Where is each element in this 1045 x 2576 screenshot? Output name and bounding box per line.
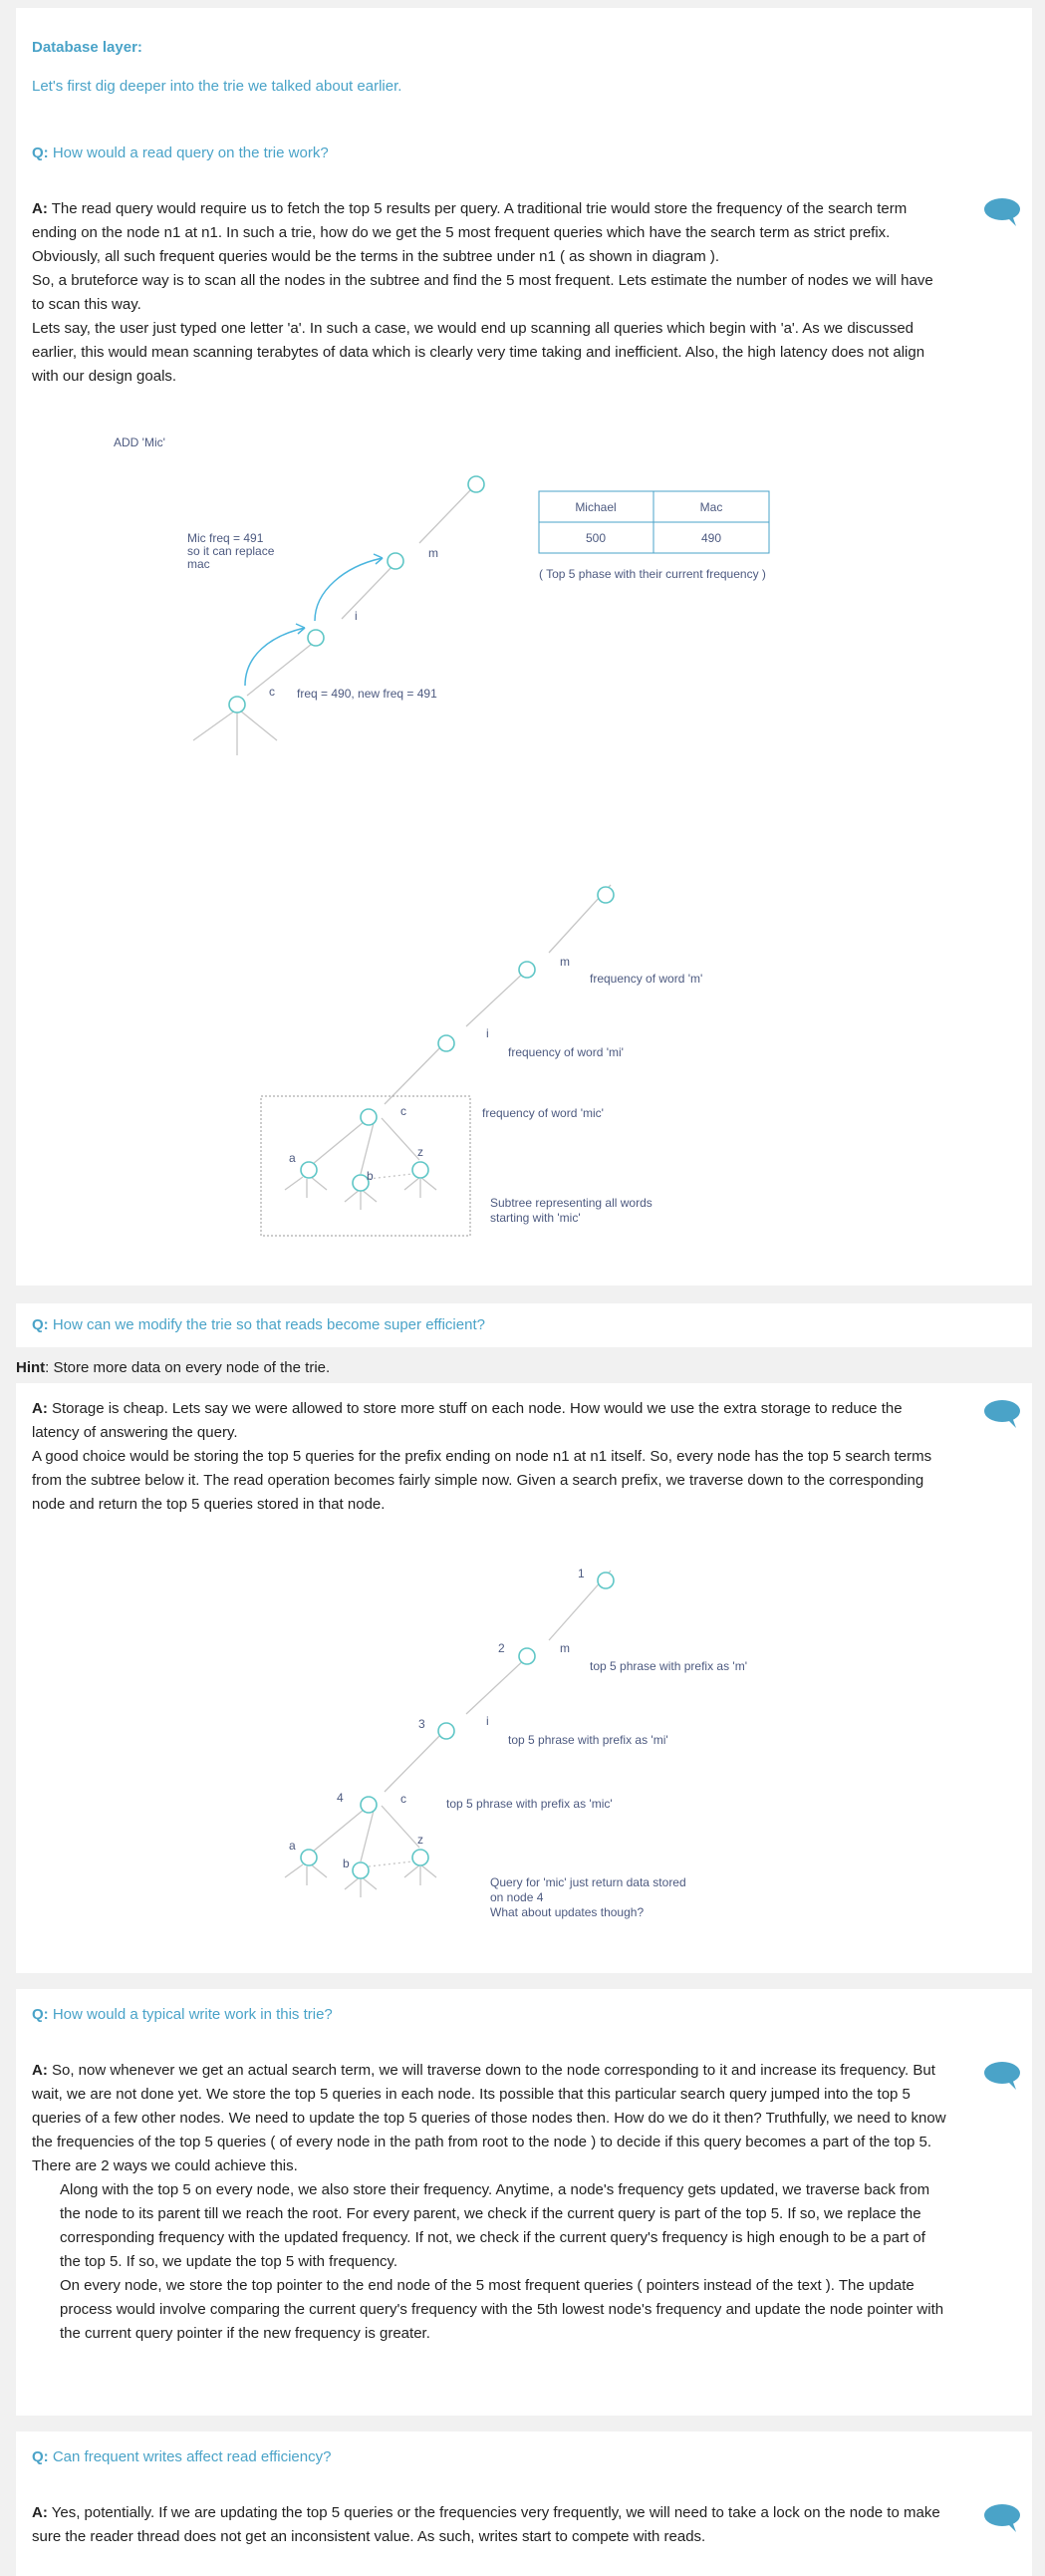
top5-mi-label: top 5 phrase with prefix as 'mi': [508, 1733, 668, 1747]
query-note-line: What about updates though?: [490, 1905, 645, 1919]
question-text: How can we modify the trie so that reads become super efficient?: [52, 1316, 485, 1333]
freq-mic-label: frequency of word 'mic': [482, 1106, 604, 1120]
section-write-question: [16, 1989, 1032, 2416]
question-text: How would a typical write work in this trie?: [52, 2006, 333, 2023]
node-label: i: [486, 1714, 489, 1728]
answer-paragraph: Storage is cheap. Lets say we were allowed to store more stuff on each node. How would we use the extra storage to reduce the latency of answering the query.: [32, 1400, 903, 1441]
intro-text: Let's first dig deeper into the trie we talked about earlier.: [32, 78, 402, 95]
node-label: z: [417, 1145, 423, 1159]
node-label: a: [289, 1151, 296, 1165]
subtree-label: Subtree representing all words: [490, 1196, 653, 1210]
trie-node-c: [229, 697, 245, 713]
question-3: [32, 2003, 333, 2027]
hint-label: Hint: [16, 1359, 46, 1376]
answer-label: A:: [32, 200, 48, 217]
node-label: i: [355, 609, 358, 623]
answer-label: A:: [32, 1400, 48, 1417]
table-caption: ( Top 5 phase with their current frequency ): [539, 567, 766, 581]
node-label: z: [417, 1833, 423, 1847]
answer-paragraph: Lets say, the user just typed one letter 'a'. In such a case, we would end up scanning all queries which begin with 'a'. As we discussed earlier, this would mean scanning terabytes of data which is clearly very time taking and inefficient. Also, the high latency does not align with our design goals.: [32, 320, 925, 385]
trie-node-i: [308, 630, 324, 646]
question-label: Q:: [32, 2006, 49, 2023]
top5-mic-label: top 5 phrase with prefix as 'mic': [446, 1797, 613, 1811]
question-label: Q:: [32, 2448, 49, 2465]
section-title: Database layer:: [32, 39, 142, 56]
comment-bubble-icon[interactable]: [983, 1399, 1021, 1429]
trie-node-m: [388, 553, 403, 569]
answer-2: [32, 1397, 948, 1517]
top5-m-label: top 5 phrase with prefix as 'm': [590, 1659, 747, 1673]
hint-text: : Store more data on every node of the trie.: [45, 1359, 331, 1376]
question-text: How would a read query on the trie work?: [52, 144, 329, 161]
node-label: b: [367, 1169, 374, 1183]
note-line: Mic freq = 491: [187, 531, 264, 545]
node-label: m: [428, 546, 438, 560]
subtree-label: starting with 'mic': [490, 1211, 581, 1225]
answer-4: [32, 2501, 948, 2549]
diagram-top5-per-node: [16, 1553, 1032, 1961]
section-database-layer: [16, 8, 1032, 1286]
question-2: [32, 1313, 485, 1337]
node-label: c: [269, 685, 275, 699]
table-cell: 500: [585, 531, 607, 545]
question-label: Q:: [32, 1316, 49, 1333]
answer-paragraph: So, now whenever we get an actual search term, we will traverse down to the node corresponding to it and increase its frequency. But wait, we are not done yet. We store the top 5 queries in each node. Its possible that this particular search query jumped into the top 5 queries of a few other nodes. We need to update the top 5 queries of those nodes then. How do we do it then? Truthfully, we need to know the frequencies of the top 5 queries ( of every node in the path from root to the node ) to decide if this query becomes a part of the top 5.: [32, 2062, 946, 2150]
table-cell: 490: [700, 531, 722, 545]
comment-bubble-icon[interactable]: [983, 2503, 1021, 2533]
diagram-subtree: [16, 865, 1032, 1274]
section-efficient-reads-answer: [16, 1383, 1032, 1973]
answer-paragraph: There are 2 ways we could achieve this.: [32, 2157, 298, 2174]
answer-paragraph: So, a bruteforce way is to scan all the nodes in the subtree and find the 5 most frequent. Lets estimate the number of nodes we will have to scan this way.: [32, 272, 933, 313]
question-text: Can frequent writes affect read efficiency?: [52, 2448, 332, 2465]
query-note-line: Query for 'mic' just return data stored: [490, 1875, 686, 1889]
comment-bubble-icon[interactable]: [983, 197, 1021, 227]
diagram-title: ADD 'Mic': [114, 435, 165, 449]
node-number: 4: [337, 1791, 344, 1805]
query-note-line: on node 4: [490, 1890, 544, 1904]
trie-node-root: [468, 476, 484, 492]
note-line: mac: [187, 557, 210, 571]
table-header: Mac: [699, 500, 723, 514]
answer-paragraph: Along with the top 5 on every node, we also store their frequency. Anytime, a node's frequency gets updated, we traverse back from the node to its parent till we reach the root. For every parent, we check if the current query is part of the top 5. If so, we replace the corresponding frequency with the updated frequency. If not, we check if the current query's frequency is high enough to be a part of the top 5. If so, we update the top 5 with frequency.: [60, 2181, 930, 2270]
question-4: [32, 2445, 331, 2469]
answer-label: A:: [32, 2062, 48, 2079]
node-label: i: [486, 1026, 489, 1040]
answer-paragraph: A good choice would be storing the top 5 queries for the prefix ending on node n1 at n1 itself. So, every node has the top 5 search terms from the subtree below it. The read operation becomes fairly simple now. Given a search prefix, we traverse down to the corresponding node and return the top 5 queries stored in that node.: [32, 1448, 932, 1513]
answer-paragraph: Yes, potentially. If we are updating the top 5 queries or the frequencies very frequently, we will need to take a lock on the node to make sure the reader thread does not get an inconsistent value. As such, writes start to compete with reads.: [32, 2504, 940, 2545]
diagram-add-mic: [16, 407, 1032, 785]
note-line: so it can replace: [187, 544, 275, 558]
node-number: 3: [418, 1717, 425, 1731]
node-label: a: [289, 1839, 296, 1853]
node-label: m: [560, 955, 570, 969]
freq-mi-label: frequency of word 'mi': [508, 1045, 624, 1059]
hint: [16, 1356, 330, 1380]
comment-bubble-icon[interactable]: [983, 2061, 1021, 2091]
answer-paragraph: The read query would require us to fetch the top 5 results per query. A traditional trie would store the frequency of the search term ending on the node n1 at n1. In such a trie, how do we get the 5 most frequent queries which have the search term as strict prefix. Obviously, all such frequent queries would be the terms in the subtree under n1 ( as shown in diagram ).: [32, 200, 908, 265]
answer-label: A:: [32, 2504, 48, 2521]
answer-3: [32, 2059, 948, 2346]
section-efficient-reads-question: [16, 1303, 1032, 1347]
answer-1: [32, 197, 948, 389]
answer-paragraph: On every node, we store the top pointer to the end node of the 5 most frequent queries ( pointers instead of the text ). The update process would involve comparing the current query's frequency with the 5th lowest node's frequency and update the node pointer with the current query pointer if the new frequency is greater.: [60, 2277, 944, 2342]
node-number: 1: [578, 1567, 585, 1580]
question-1: [32, 142, 329, 165]
node-number: 2: [498, 1641, 505, 1655]
freq-m-label: frequency of word 'm': [590, 972, 703, 986]
question-label: Q:: [32, 144, 49, 161]
table-header: Michael: [575, 500, 617, 514]
node-label: b: [343, 1857, 350, 1870]
node-label: c: [400, 1104, 406, 1118]
freq-label: freq = 490, new freq = 491: [297, 687, 437, 701]
node-label: m: [560, 1641, 570, 1655]
section-frequent-writes: [16, 2432, 1032, 2576]
node-label: c: [400, 1792, 406, 1806]
